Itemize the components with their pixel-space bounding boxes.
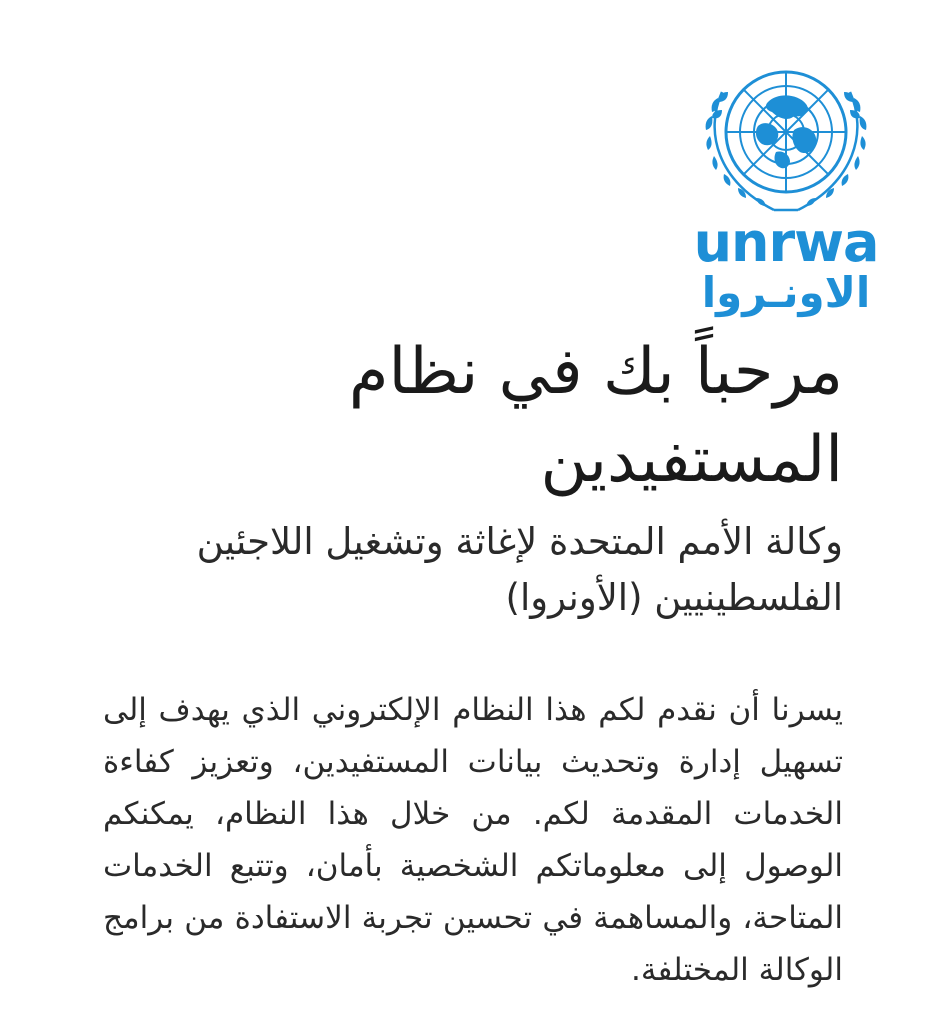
unrwa-wordmark-ar: الاونـروا bbox=[701, 268, 871, 317]
unrwa-wordmark-en: unrwa bbox=[693, 211, 879, 274]
page-title: مرحباً بك في نظام المستفيدين bbox=[348, 335, 843, 497]
unrwa-logo bbox=[688, 52, 884, 317]
intro-paragraph: يسرنا أن نقدم لكم هذا النظام الإلكتروني الذي يهدف إلى تسهيل إدارة وتحديث بيانات المستفيدين، وتعزيز كفاءة الخدمات المقدمة لكم. من خلال هذا النظام، يمكنكم الوصول إلى معلوماتكم الشخصية بأمان، وتتبع الخدمات المتاحة، والمساهمة في تحسين تجربة الاستفادة من برامج الوكالة المختلفة. bbox=[103, 692, 843, 988]
un-emblem-icon bbox=[698, 52, 874, 220]
page-subtitle: وكالة الأمم المتحدة لإغاثة وتشغيل اللاجئين الفلسطينيين (الأونروا) bbox=[196, 520, 843, 619]
